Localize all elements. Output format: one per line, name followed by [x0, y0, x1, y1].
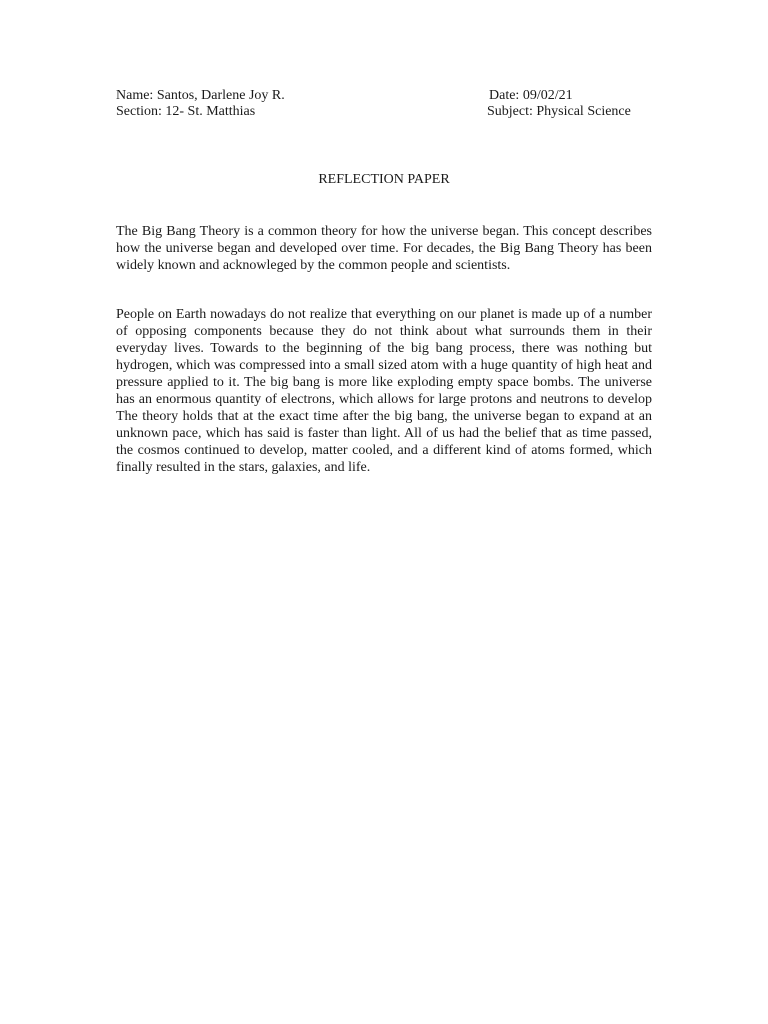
paragraph-2: People on Earth nowadays do not realize that everything on our planet is made up of a number of opposing components because they do not think about what surrounds them in their everyday lives. Towards to the beginning of the big bang process, there was nothing but hydrogen, which was compressed into a small sized atom with a huge quantity of high heat and pressure applied to it. The big bang is more like exploding empty space bombs. The universe has an enormous quantity of electrons, which allows for large protons and neutrons to develop The theory holds that at the exact time after the big bang, the universe began to expand at an unknown pace, which has said is faster than light. All of us had the belief that as time passed, the cosmos continued to develop, matter cooled, and a different kind of atoms formed, which finally resulted in the stars, galaxies, and life. — [116, 307, 652, 475]
paragraph-1: The Big Bang Theory is a common theory for how the universe began. This concept describes how the universe began and developed over time. For decades, the Big Bang Theory has been widely known and acknowleged by the common people and scientists. — [116, 224, 652, 273]
document-subject: Subject: Physical Science — [487, 104, 631, 119]
document-title: REFLECTION PAPER — [318, 172, 450, 187]
student-name: Name: Santos, Darlene Joy R. — [116, 88, 285, 103]
student-section: Section: 12- St. Matthias — [116, 104, 256, 119]
document-date: Date: 09/02/21 — [489, 88, 573, 103]
